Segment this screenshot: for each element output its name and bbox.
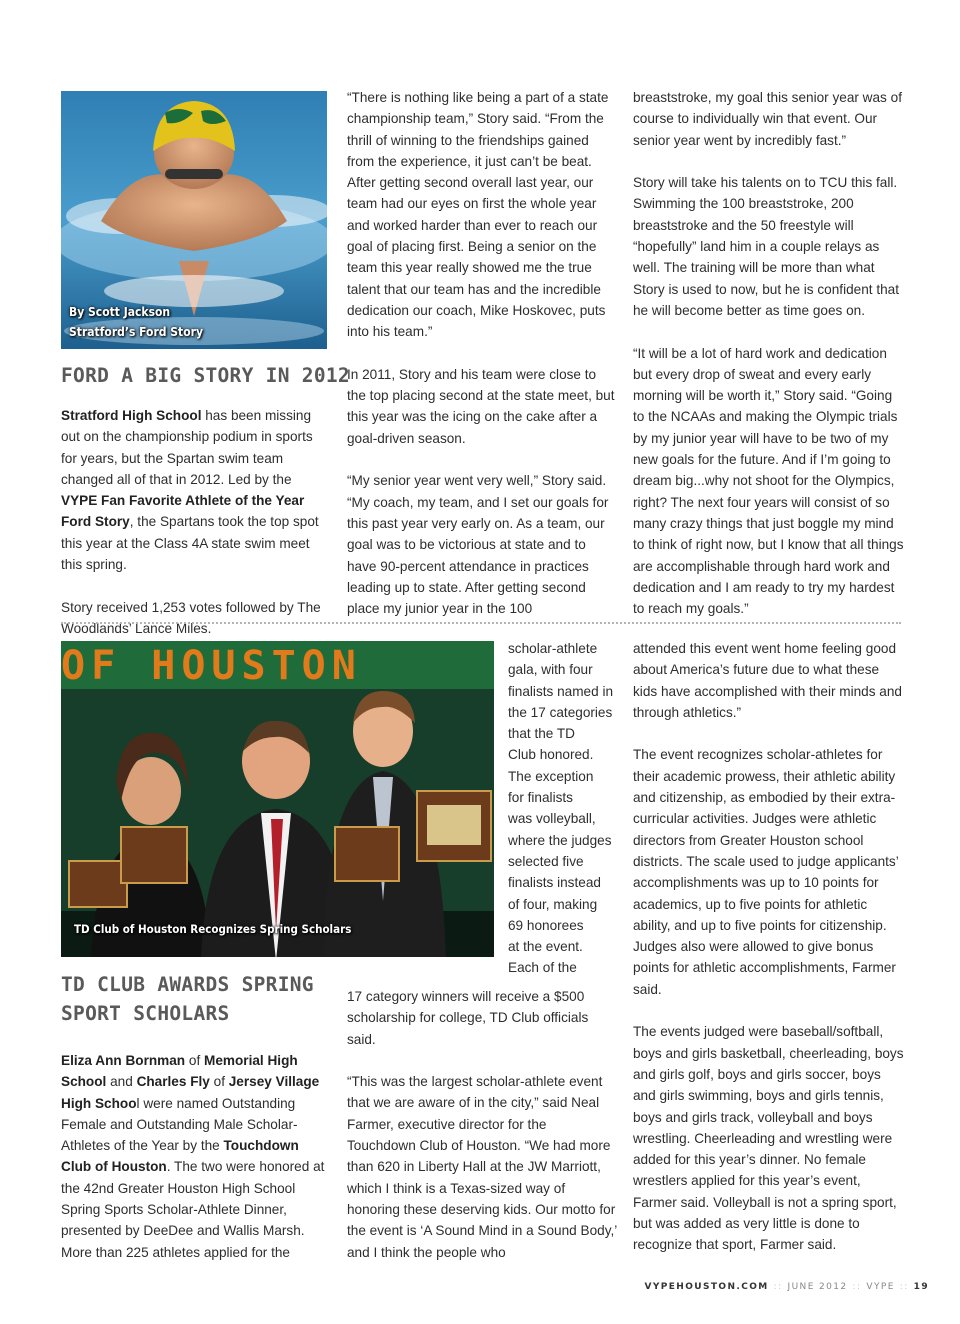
story2-col3-paragraph-1: attended this event went home feeling good about America’s future due to what these kids have accomplished with their minds and through athletics.” bbox=[633, 641, 902, 720]
story1-col2-paragraph-1: “There is nothing like being a part of a state championship team,” Story said. “From the thrill of winning to the friendships gained from the experience, it just can’t be beat. After getting second overall last year, our team had our eyes on first the whole year and worked harder than ever to reach our goal of placing first. Being a senior on the team this year really showed me the true talent that our team has and the incredible dedication our coach, Mike Hoskovec, puts into his team.” bbox=[347, 90, 609, 340]
narrow-line: for finalists bbox=[508, 790, 573, 806]
story2-headline bbox=[61, 970, 314, 1028]
story1-col2-paragraph-2: In 2011, Story and his team were close to the top placing second at the state meet, but this year was the icing on the cake after a goal-driven season. bbox=[347, 366, 615, 446]
photo-credit: By Scott Jackson bbox=[69, 305, 171, 319]
story1-headline: FORD A BIG STORY IN 2012 bbox=[61, 364, 350, 387]
footer-site: VYPEHOUSTON.COM bbox=[644, 1282, 769, 1292]
narrow-line: gala, with four bbox=[508, 662, 593, 678]
narrow-line: The exception bbox=[508, 768, 594, 784]
story2-column-2 bbox=[347, 986, 617, 1263]
story2-column-3 bbox=[633, 638, 905, 1256]
story2-col1-paragraph-1: Eliza Ann Bornman of Memorial High School and Charles Fly of Jersey Village High School were named Outstanding Female and Outstanding Male Scholar-Athletes of the Year by the Touchdown Club of Houston. The two were honored at the 42nd Greater Houston High School Spring Sports Scholar-Athlete Dinner, presented by DeeDee and Wallis Marsh. More than 225 athletes applied for the bbox=[61, 1053, 325, 1260]
footer-brand: VYPE bbox=[866, 1282, 895, 1292]
narrow-line: at the event. bbox=[508, 939, 583, 955]
story1-col3-paragraph-1: breaststroke, my goal this senior year was of course to individually win that event. Our senior year went by incredibly fast.” bbox=[633, 90, 902, 148]
story1-column-1 bbox=[61, 405, 329, 639]
story2-col3-paragraph-2: The event recognizes scholar-athletes for their academic prowess, their athletic ability and citizenship, as embodied by their extra-curricular activities. Judges were athletic directors from Greater Houston school districts. The scale used to judge applicants’ accomplishments was up to 10 points for academics, up to five points for athletic ability, and up to five points for citizenship. Judges also were allowed to give bonus points for athletic accomplishments, Farmer said. bbox=[633, 747, 899, 997]
page-footer bbox=[644, 1282, 929, 1292]
footer-separator: :: bbox=[852, 1282, 862, 1292]
story1-col1-paragraph-1: Stratford High School has been missing out on the championship podium in sports for years, but the Spartan swim team changed all of that in 2012. Led by the VYPE Fan Favorite Athlete of the Year Ford Story, the Spartans took the top spot this year at the Class 4A state swim meet this spring. bbox=[61, 408, 319, 573]
page-number: 19 bbox=[913, 1282, 929, 1292]
section-divider bbox=[61, 622, 901, 624]
td-club-photo bbox=[61, 641, 494, 957]
footer-issue: JUNE 2012 bbox=[787, 1282, 848, 1292]
narrow-line: of four, making bbox=[508, 896, 598, 912]
narrow-line: finalists named in bbox=[508, 683, 614, 699]
story2-col3-paragraph-3: The events judged were baseball/softball, boys and girls basketball, cheerleading, boys and girls golf, boys and girls soccer, boys and girls swimming, boys and girls tennis, boys and girls track, volleyball and boys wrestling. Cheerleading and wrestling were added for this year’s dinner. No female wrestlers applied for this year’s event, Farmer said. Volleyball is not a spring sport, but was added as very little is done to recognize that sport, Farmer said. bbox=[633, 1024, 904, 1253]
td-club-illustration bbox=[61, 641, 494, 957]
banner-text: OF HOUSTON bbox=[61, 643, 362, 689]
photo-subject: Stratford’s Ford Story bbox=[69, 325, 203, 339]
story2-column-1 bbox=[61, 1050, 331, 1263]
narrow-line: was volleyball, bbox=[508, 811, 596, 827]
narrow-line: where the judges bbox=[508, 832, 612, 848]
story2-column-2-narrow bbox=[508, 638, 623, 979]
narrow-line: finalists instead bbox=[508, 875, 601, 891]
story2-col2-paragraph-2: “This was the largest scholar-athlete event that we are aware of in the city,” said Neal Farmer, executive director for the Touchdown Club of Houston. “We had more than 620 in Liberty Hall at the JW Marriott, which I think is a Texas-sized way of honoring these deserving kids. Our motto for the event is ‘A Sound Mind in a Sound Body,’ and I think the people who bbox=[347, 1074, 617, 1260]
narrow-line: 69 honorees bbox=[508, 917, 584, 933]
story2-headline-line-2: SPORT SCHOLARS bbox=[61, 1002, 230, 1025]
story1-col2-paragraph-3: “My senior year went very well,” Story said. “My coach, my team, and I set our goals for this past year very early on. As a team, our goal was to be victorious at state and to have 90-percent attendance in practices leading up to state. After getting second place my junior year in the 100 bbox=[347, 473, 609, 617]
story1-col1-paragraph-2: Story received 1,253 votes followed by The Woodlands’ Lance Miles. bbox=[61, 599, 321, 636]
narrow-line: selected five bbox=[508, 853, 584, 869]
story1-col3-paragraph-2: Story will take his talents on to TCU this fall. Swimming the 100 breaststroke, 200 breaststroke and the 50 freestyle will “hopefully” land him in a couple relays as well. The training will be more than what Story is used to now, but he is confident that he will become better as time goes on. bbox=[633, 175, 899, 318]
story1-column-2 bbox=[347, 87, 617, 619]
story2-col2-continuation: 17 category winners will receive a $500 scholarship for college, TD Club officials said. bbox=[347, 989, 589, 1047]
narrow-line: Club honored. bbox=[508, 747, 594, 763]
footer-separator: :: bbox=[773, 1282, 783, 1292]
narrow-line: the 17 categories bbox=[508, 704, 613, 720]
footer-separator: :: bbox=[899, 1282, 909, 1292]
narrow-line: Each of the bbox=[508, 960, 577, 976]
story1-column-3 bbox=[633, 87, 905, 619]
swimmer-photo-caption bbox=[69, 302, 203, 342]
td-club-photo-caption: TD Club of Houston Recognizes Spring Scholars bbox=[74, 922, 352, 936]
narrow-line: scholar-athlete bbox=[508, 641, 598, 656]
narrow-line: that the TD bbox=[508, 726, 575, 742]
story1-col3-paragraph-3: “It will be a lot of hard work and dedication but every drop of sweat and every early morning will be worth it,” Story said. “Going to the NCAAs and making the Olympic trials by my junior year will have to be two of my new goals for the future. And if I’m going to dream big...why not shoot for the Olympics, right? The next four years will consist of so many crazy things that just boggle my mind to think of right now, but I know that all things are accomplishable through hard work and dedication and I am ready to try my hardest to reach my goals.” bbox=[633, 345, 904, 617]
swimmer-photo bbox=[61, 91, 327, 349]
story2-headline-line-1: TD CLUB AWARDS SPRING bbox=[61, 973, 314, 996]
